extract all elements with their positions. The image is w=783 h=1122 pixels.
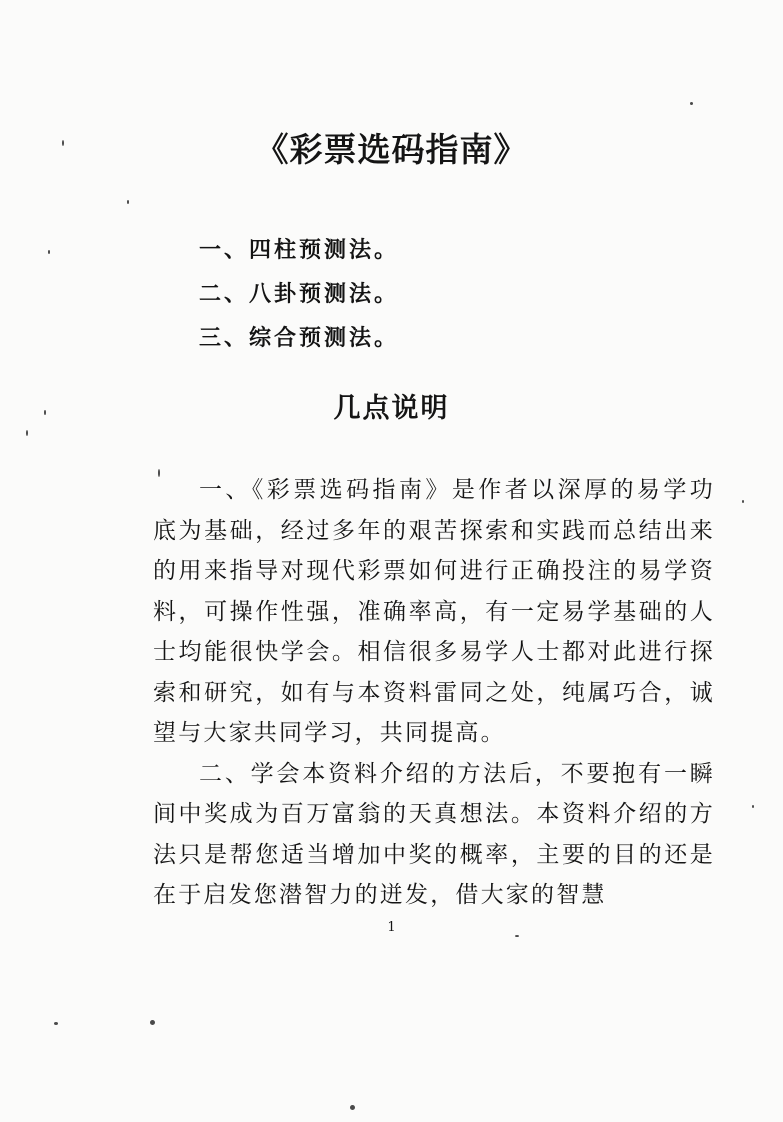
document-title: 《彩票选码指南》: [255, 130, 528, 169]
scan-speck: [62, 140, 64, 146]
paragraph: 一、《彩票选码指南》是作者以深厚的易学功底为基础，经过多年的艰苦探索和实践而总结出来的用来指导对现代彩票如何进行正确投注的易学资料，可操作性强，准确率高，有一定易学基础的人士均能很快学会。相信很多易学人士都对此进行探索和研究，如有与本资料雷同之处，纯属巧合，诚望与大家共同学习，共同提高。: [153, 477, 715, 746]
scan-speck: [127, 200, 129, 204]
page-number: 1: [387, 920, 396, 935]
toc-item: 二、八卦预测法。: [199, 281, 400, 307]
scan-speck: [690, 102, 693, 105]
scan-speck: [48, 250, 50, 254]
section-heading: 几点说明: [333, 393, 450, 424]
scan-speck: [158, 469, 160, 477]
paragraph: 二、学会本资料介绍的方法后，不要抱有一瞬间中奖成为百万富翁的天真想法。本资料介绍的方法只是帮您适当增加中奖的概率，主要的目的还是在于启发您潜智力的迸发，借大家的智慧: [153, 760, 715, 908]
toc-item: 三、综合预测法。: [199, 325, 400, 351]
scan-speck: [742, 500, 744, 503]
scan-speck: [54, 1022, 58, 1025]
body-text: [153, 470, 715, 916]
scan-speck: [44, 410, 46, 415]
scan-speck: [26, 430, 28, 436]
table-of-contents: [199, 228, 399, 360]
scan-speck: [752, 805, 754, 808]
scan-speck: [350, 1105, 355, 1110]
toc-item: 一、四柱预测法。: [199, 237, 400, 263]
scan-speck: [515, 935, 519, 937]
scan-speck: [150, 1020, 155, 1025]
